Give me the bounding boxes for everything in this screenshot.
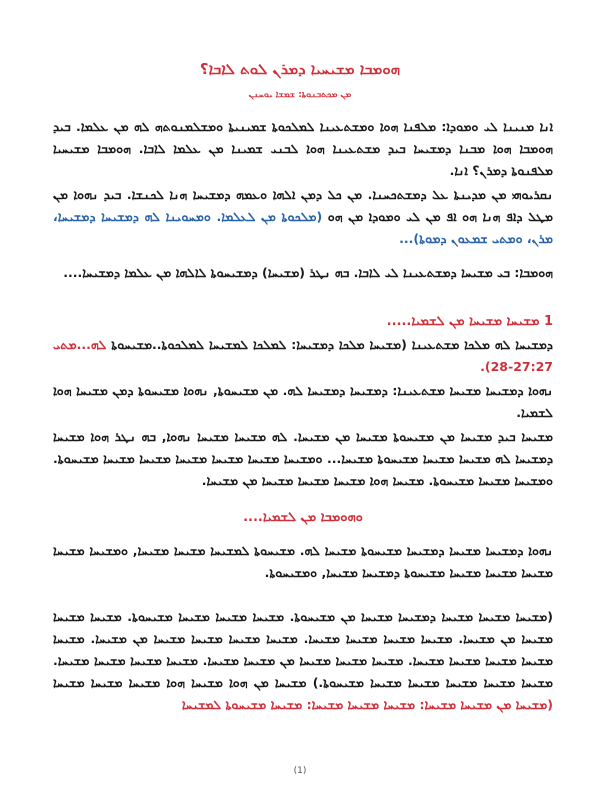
section-2-text: (ܡܫܝܚܐ ܡܫܝܚܐ ܡܫܝܚܐ ܕܡܫܝܚܐ ܡܫܝܚܐ ܡܢ ܡܫܝܚܘܬܐ. ܡܫܝܚܐ ܡܫܝܚܐ ܡܫܝܚܐ ܡܫܝܚܘܬܐ. ܡܫܝܚܐ ܡܫܝܚܐ ܡܫܝܚܐ ܡܢ ܡܫܝܚܐ. ܡܫܝܚܐ ܡܫܝܚܐ ܡܫܝܚܐ ܡܫܝܚܐ. ܡܫܝܚܐ ܡܫܝܚܐ ܡܫܝܚܐ ܡܫܝܚܐ ܡܢ ܡܫܝܚܐ. ܡܫܝܚܐ ܡܫܝܚܐ ܡܫܝܚܐ ܡܫܝܚܐ ܡܫܝܚܐ. ܡܫܝܚܐ ܡܫܝܚܐ ܡܫܝܚܐ ܡܢ ܡܫܝܚܐ ܡܫܝܚܐ. ܡܫܝܚܐ ܡܫܝܚܐ ܡܫܝܚܐ ܡܫܝܚܐ. ܡܫܝܚܐ ܡܫܝܚܐ ܡܫܝܚܐ ܡܫܝܚܐ ܡܫܝܚܐ ܡܫܝܚܘܬܐ.) ܡܫܝܚܐ ܡܢ ܗܘܐ ܡܫܝܚܐ ܗܘܐ ܡܫܝܚܐ ܡܫܝܚܐ ܡܫܝܚܐ <box>53 609 553 690</box>
section-1-paragraph <box>53 334 553 378</box>
section-1-paragraph-3: ܡܫܝܚܐ ܒܝܕ ܡܫܝܚܐ ܡܢ ܡܫܝܚܘܬܐ ܡܫܝܚܐ ܡܢ ܡܫܝܚܐ. ܠܗ ܡܫܝܚܐ ܡܫܝܚܐ ܢܗܘܐ, ܒܗ ܢܛܪ ܗܘܐ ܡܫܝܚܐ ܕܡܫܝܚܐ ܠܗ ܡܫܝܚܐ ܡܫܝܚܐ ܡܫܝܚܘܬܐ ܡܫܝܚܐ... ܘܡܫܝܚܐ ܡܫܝܚܐ ܡܫܝܚܐ ܡܫܝܚܐ ܡܫܝܚܐ ܡܫܝܚܐ ܡܫܝܚܘܬܐ. ܘܡܫܝܚܐ ܡܫܝܚܐ ܡܫܝܚܘܬܐ. ܡܫܝܚܐ ܗܘܐ ܡܫܝܚܐ ܡܫܝܚܐ ܡܫܝܚܐ ܡܢ ܡܫܝܚܐ. <box>53 429 553 488</box>
section-1-text: ܕܡܫܝܚܐ ܠܗ ܡܠܟܐ ܡܫܬܥܝܢܐ (ܡܫܝܚܐ ܡܠܟܐ ܕܡܫܝܚܐ: ܠܡܠܟܐ ܠܡܫܝܚܐ ܠܡܠܟܘܬܐ..ܡܫܝܚܘܬܐ <box>111 337 553 352</box>
scripture-reference: ܠܗ...ܡܬܝ 27:27-28). <box>53 337 553 374</box>
section-2-paragraph-1: ܢܗܘܐ ܕܡܫܝܚܐ ܡܫܝܚܐ ܕܡܫܝܚܐ ܡܫܝܚܘܬܐ ܡܫܝܚܐ ܠܗ. ܡܫܝܚܘܬܐ ܠܡܫܝܚܐ ܡܫܝܚܐ ܡܫܝܚܐ, ܘܡܫܝܚܐ ܡܫܝܚܐ ܡܫܝܚܐ ܡܫܝܚܐ ܡܫܝܚܐ ܡܫܝܚܘܬܐ ܕܡܫܝܚܐ ܡܫܝܚܐ, ܘܡܫܝܚܘܬܐ. <box>53 543 553 580</box>
section-2-paragraph-2 <box>53 606 553 716</box>
author-line: ܡܢ ܡܟܬܒܢܘܬܐ: ܫܡܫܐ ܝܘܚܢܢ <box>248 90 352 100</box>
section-2-red-quote: (ܡܫܝܚܐ ܡܢ ܡܫܝܚܐ ܡܫܝܚܐ: ܡܫܝܚܐ ܡܫܝܚܐ ܡܫܝܚܐ: ܡܫܝܚܐ ܡܫܝܚܘܬܐ ܠܡܫܝܚܐ <box>181 697 553 712</box>
paragraph-3: ܗܘܡܒܐ: ܒܝ ܡܫܝܚܐ ܕܡܫܬܥܝܢܐ ܠܝ ܠܐܒܐ. ܒܗ ܢܛܪ (ܡܫܝܚܐ) ܕܡܫܝܚܘܬܐ ܠܐܠܗܐ ܡܢ ܥܠܡܐ ܕܡܫܝܚܐ.... <box>63 265 553 280</box>
paragraph-1: ܐܢܐ ܡܢܝܢܐ ܠܝ ܘܡܘܕܐ: ܡܠܦܢܐ ܗܘܐ ܘܡܫܬܥܝܢܐ ܠܡܠܟܘܬܐ ܫܡܝܢܝܬܐ ܘܡܫܠܡܢܘܬܗ ܠܗ ܡܢ ܥܠܡܐ. ܒܝܕ ܗܘܡܒܐ ܗܘܐ ܡܒܢܐ ܕܡܫܝܚܐ ܒܝܕ ܡܫܬܥܝܢܐ ܗܘܐ ܠܒܢܝ ܫܡܝܢܐ ܡܢ ܥܠܡܐ ܠܐܒܐ. ܗܘܡܒܐ ܡܫܝܚܝܐ ܡܠܦܢܘܬܐ ܕܡܪܢ؟ ܐܢܐ. <box>53 119 553 178</box>
paragraph-2 <box>53 184 553 250</box>
highlighted-quote: (ܡܠܟܘܬܐ ܡܢ ܠܥܠܡܐ. ܘܡܚܘܝܢܐ ܠܗ ܕܡܫܝܚܐ ܕܡܫܝܚܐ، ܡܪܢ، ܘܡܬܝ ܫܡܥܘܢ ܕܡܘܬܐ)... <box>53 209 553 246</box>
section-2-heading: ܘܗܘܡܒܐ ܡܢ ܠܫܡܝܐ.... <box>243 510 363 525</box>
page-title: ܗܘܡܒܐ ܡܫܝܚܝܐ ܕܡܪܢ ܠܘܬ ܠܐܒܐ؟ <box>199 60 401 78</box>
page-number: (1) <box>293 766 307 776</box>
paragraph-2-text: ܢܩܪܝܘܗܝ ܡܢ ܡܕܝܢܬܐ ܥܠ ܕܡܫܬܟܚܢܐ. ܡܢ ܟܠ ܕܡܢ ܐܠܗܐ ܘܥܡܗ ܕܡܫܝܚܐ ܗܢܐ ܠܟܢܫܐ. ܒܝܕ ܢܗܘܐ ܡܢ ܡܛܠ ܕܐܦ ܗܢܐ ܗܘ ܐܦ ܡܢ ܠܝ ܘܡܘܕܐ ܡܢ ܗܘ <box>53 187 553 224</box>
section-1-heading: 1 ܡܫܝܚܐ ܡܫܝܚܐ ܡܢ ܠܫܡܝܐ..... <box>386 314 553 329</box>
section-1-paragraph-2: ܢܗܘܐ ܕܡܫܝܚܐ ܡܫܝܚܐ ܡܫܬܥܝܢܐ: ܕܡܫܝܚܐ ܕܡܫܝܚܐ ܠܗ. ܡܢ ܡܫܝܚܘܬܐ, ܢܗܘܐ ܡܫܝܚܘܬܐ ܕܡܢ ܡܫܝܚܐ ܗܘܐ ܠܫܡܝܐ. <box>53 383 553 420</box>
